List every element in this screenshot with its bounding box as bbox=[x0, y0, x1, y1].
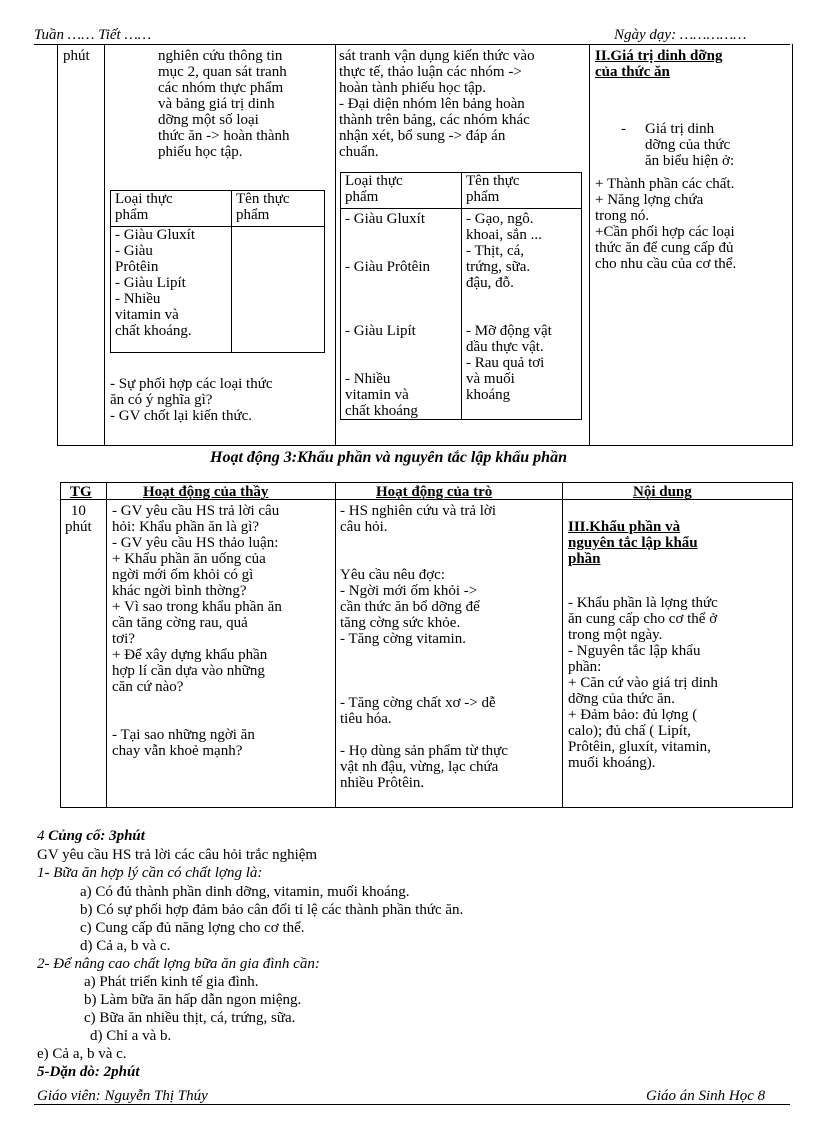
top-col1-time: phút bbox=[63, 48, 90, 64]
header-week: Tuần …… Tiết …… bbox=[34, 27, 152, 43]
col-header-tro: Hoạt động của trò bbox=[376, 484, 493, 500]
q2-option-e: e) Cả a, b và c. bbox=[37, 1046, 127, 1062]
section4-instruction: GV yêu cầu HS trả lời các câu hỏi trắc nghiệm bbox=[37, 847, 318, 863]
section4-heading bbox=[37, 828, 145, 844]
answer-header-name: Tên thực phẩm bbox=[462, 173, 582, 209]
section5-heading: 5-Dặn dò: 2phút bbox=[37, 1064, 140, 1080]
dash-marker: - bbox=[621, 121, 626, 137]
footer-subject: Giáo án Sinh Học 8 bbox=[646, 1088, 766, 1104]
answer-types: - Giàu Gluxít - Giàu Prôtêin - Giàu Lipít - Nhiều vitamin và chất khoáng bbox=[341, 209, 462, 420]
activity3-title: Hoạt động 3:Khẩu phần và nguyên tắc lập khẩu phần bbox=[210, 449, 567, 466]
cell-tg: 10 phút bbox=[65, 503, 92, 535]
q2-option-c: c) Bữa ăn nhiều thịt, cá, trứng, sữa. bbox=[84, 1010, 296, 1026]
header-date: Ngày dạy: …………… bbox=[614, 27, 747, 43]
section-ii-text: + Thành phần các chất. + Năng lợng chứa trong nó. +Cần phối hợp các loại thức ăn để cung cấp đủ cho nhu cầu của cơ thể. bbox=[595, 176, 737, 272]
col-header-noidung: Nội dung bbox=[633, 484, 692, 500]
top-col2-text: nghiên cứu thông tin mục 2, quan sát tranh các nhóm thực phẩm và bảng giá trị dinh dỡng một số loại thức ăn -> hoàn thành phiếu học tập. bbox=[158, 48, 290, 160]
top-col2-after: - Sự phối hợp các loại thức ăn có ý nghĩa gì? - GV chốt lại kiến thức. bbox=[110, 376, 273, 424]
blank-header-type: Loại thực phẩm bbox=[111, 191, 232, 227]
cell-thay: - GV yêu cầu HS trả lời câu hỏi: Khẩu phần ăn là gì? - GV yêu cầu HS thảo luận: + Khẩu phần ăn uống của ngời mới ốm khỏi có gì khác ngời bình thờng? + Vì sao trong khẩu phần ăn cần tăng cờng rau, quả tơi? + Để xây dựng khẩu phần hợp lí cần dựa vào những căn cứ nào? - Tại sao những ngời ăn chay vẫn khoẻ mạnh? bbox=[112, 503, 282, 759]
col-header-thay: Hoạt động của thầy bbox=[143, 484, 269, 500]
question-1: 1- Bữa ăn hợp lý cần có chất lợng là: bbox=[37, 865, 263, 881]
top-col3-text: sát tranh vận dụng kiến thức vào thực tế, thảo luận các nhóm -> hoàn tành phiếu học tập. - Đại diện nhóm lên bảng hoàn thành trên bảng, các nhóm khác nhận xét, bổ sung -> đáp án chuẩn. bbox=[339, 48, 535, 160]
blank-header-name: Tên thực phẩm bbox=[232, 191, 325, 227]
answer-header-type: Loại thực phẩm bbox=[341, 173, 462, 209]
cell-noidung: - Khẩu phần là lợng thức ăn cung cấp cho cơ thể ở trong một ngày. - Nguyên tắc lập khẩu phần: + Căn cứ vào giá trị dinh dỡng của thức ăn. + Đảm bảo: đủ lợng ( calo); đủ chấ ( Lipít, Prôtêin, gluxít, vitamin, muối khoáng). bbox=[568, 595, 718, 771]
question-2: 2- Để nâng cao chất lợng bữa ăn gia đình cần: bbox=[37, 956, 320, 972]
blank-row-names bbox=[232, 227, 325, 353]
phieu-hoc-tap-blank bbox=[110, 190, 325, 353]
q1-option-b: b) Có sự phối hợp đảm bảo cân đối tỉ lệ các thành phần thức ăn. bbox=[80, 902, 464, 918]
footer-teacher: Giáo viên: Nguyễn Thị Thúy bbox=[37, 1088, 208, 1104]
phieu-hoc-tap-answer bbox=[340, 172, 582, 420]
q2-option-a: a) Phát triển kinh tế gia đình. bbox=[84, 974, 259, 990]
section-iii-title: III.Khẩu phần và nguyên tắc lập khẩu phần bbox=[568, 519, 698, 567]
q2-option-d: d) Chỉ a và b. bbox=[90, 1028, 172, 1044]
section4-label: Củng cố: 3phút bbox=[48, 828, 145, 844]
blank-row-types: - Giàu Gluxít - Giàu Prôtêin - Giàu Lipít - Nhiều vitamin và chất khoáng. bbox=[111, 227, 232, 353]
section4-num: 4 bbox=[37, 828, 49, 844]
q1-option-a: a) Có đủ thành phần dinh dỡng, vitamin, muối khoáng. bbox=[80, 884, 410, 900]
section-ii-item: Giá trị dinh dỡng của thức ăn biểu hiện ở: bbox=[645, 121, 735, 169]
section-ii-title: II.Giá trị dinh dỡng của thức ăn bbox=[595, 48, 723, 80]
answer-foods: - Gạo, ngô. khoai, sắn ... - Thịt, cá, trứng, sữa. đậu, đỗ. - Mỡ động vật dầu thực vật. - Rau quả tơi và muối khoáng bbox=[462, 209, 582, 420]
q1-option-d: d) Cả a, b và c. bbox=[80, 938, 171, 954]
q1-option-c: c) Cung cấp đủ năng lợng cho cơ thể. bbox=[80, 920, 305, 936]
col-header-tg: TG bbox=[70, 484, 92, 500]
q2-option-b: b) Làm bữa ăn hấp dẫn ngon miệng. bbox=[84, 992, 302, 1008]
cell-tro: - HS nghiên cứu và trả lời câu hỏi. Yêu cầu nêu đợc: - Ngời mới ốm khỏi -> cần thức ăn bổ dỡng để tăng cờng sức khỏe. - Tăng cờng vitamin. - Tăng cờng chất xơ -> dễ tiêu hóa. - Họ dùng sản phẩm từ thực vật nh đậu, vừng, lạc chứa nhiều Prôtêin. bbox=[340, 503, 508, 791]
footer-rule bbox=[34, 1104, 790, 1105]
